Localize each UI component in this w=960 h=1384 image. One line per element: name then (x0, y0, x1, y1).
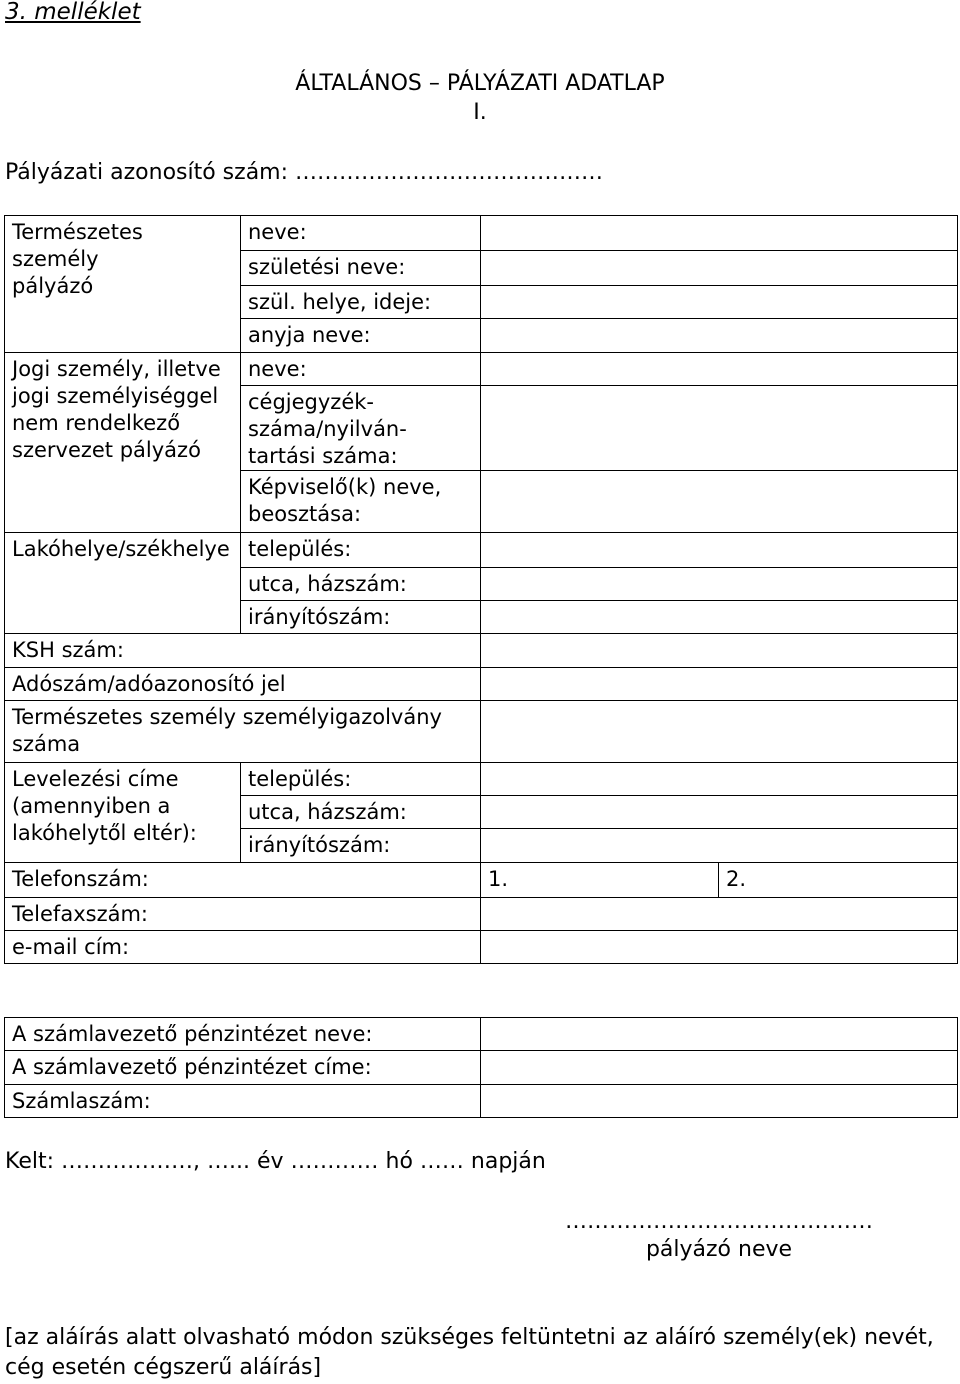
legal-entity-name-label: neve: (241, 353, 481, 386)
applicant-id-line: Pályázati azonosító szám: …………………………………… (5, 160, 604, 185)
residence-postcode-label: irányítószám: (241, 601, 481, 634)
signature-caption: pályázó neve (645, 1237, 793, 1262)
page-title: ÁLTALÁNOS – PÁLYÁZATI ADATLAP (295, 71, 665, 96)
natural-person-birthplace-date-label: szül. helye, ideje: (241, 286, 481, 319)
table-row (5, 1018, 958, 1051)
natural-person-birthplace-date-value-cell (481, 286, 958, 319)
table-row (5, 931, 958, 964)
natural-person-mother-name-label: anyja neve: (241, 319, 481, 353)
account-number-value-cell (481, 1085, 958, 1118)
table-row (5, 1085, 958, 1118)
fax-value-cell (481, 898, 958, 931)
account-number-label: Számlaszám: (5, 1085, 481, 1118)
table-row (5, 763, 958, 796)
page-title-roman-numeral: I. (473, 100, 487, 125)
ksh-number-value-cell (481, 634, 958, 668)
legal-entity-name-value-cell (481, 353, 958, 386)
tax-number-value-cell (481, 668, 958, 701)
table-row (5, 863, 958, 898)
natural-person-mother-name-value-cell (481, 319, 958, 353)
legal-entity-registry-number-value-cell (481, 386, 958, 471)
ksh-number-label: KSH szám: (5, 634, 481, 668)
email-value-cell (481, 931, 958, 964)
mailing-postcode-label: irányítószám: (241, 829, 481, 863)
phone-1-cell: 1. (481, 863, 719, 898)
title-block (0, 69, 960, 127)
table-row (5, 1051, 958, 1085)
table-row (5, 353, 958, 386)
annex-label: 3. melléklet (5, 0, 141, 25)
natural-person-name-label: neve: (241, 216, 481, 251)
table-row (5, 668, 958, 701)
residence-settlement-value-cell (481, 533, 958, 568)
residence-street-value-cell (481, 568, 958, 601)
residence-street-label: utca, házszám: (241, 568, 481, 601)
residence-postcode-value-cell (481, 601, 958, 634)
natural-person-section-label: Természetes személy pályázó (5, 216, 241, 353)
table-row (5, 701, 958, 763)
id-card-number-value-cell (481, 701, 958, 763)
natural-person-birth-name-value-cell (481, 251, 958, 286)
id-card-number-label: Természetes személy személyigazolvány száma (5, 701, 481, 763)
phone-2-cell: 2. (719, 863, 958, 898)
bank-name-label: A számlavezető pénzintézet neve: (5, 1018, 481, 1051)
table-row (5, 634, 958, 668)
fax-label: Telefaxszám: (5, 898, 481, 931)
applicant-data-table (4, 215, 958, 964)
mailing-street-value-cell (481, 796, 958, 829)
tax-number-label: Adószám/adóazonosító jel (5, 668, 481, 701)
signature-line: …………………………………… (565, 1209, 873, 1234)
table-row (5, 898, 958, 931)
bank-address-label: A számlavezető pénzintézet címe: (5, 1051, 481, 1085)
mailing-street-label: utca, házszám: (241, 796, 481, 829)
mailing-settlement-label: település: (241, 763, 481, 796)
legal-entity-registry-number-label: cégjegyzék- száma/nyilván- tartási száma: (241, 386, 481, 471)
email-label: e-mail cím: (5, 931, 481, 964)
legal-entity-representative-value-cell (481, 471, 958, 533)
mailing-address-section-label: Levelezési címe (amennyiben a lakóhelytől eltér): (5, 763, 241, 863)
mailing-settlement-value-cell (481, 763, 958, 796)
residence-settlement-label: település: (241, 533, 481, 568)
mailing-postcode-value-cell (481, 829, 958, 863)
bank-data-table (4, 1017, 958, 1118)
table-row (5, 216, 958, 251)
legal-entity-section-label: Jogi személy, illetve jogi személyiséggel nem rendelkező szervezet pályázó (5, 353, 241, 533)
residence-section-label: Lakóhelye/székhelye (5, 533, 241, 634)
signature-block (560, 1208, 878, 1264)
bank-name-value-cell (481, 1018, 958, 1051)
bank-address-value-cell (481, 1051, 958, 1085)
table-row (5, 533, 958, 568)
phone-label: Telefonszám: (5, 863, 481, 898)
signature-footnote: [az aláírás alatt olvasható módon szükséges feltüntetni az aláíró személy(ek) nevét, cég esetén cégszerű aláírás] (5, 1325, 934, 1380)
natural-person-birth-name-label: születési neve: (241, 251, 481, 286)
date-line: Kelt: ………………, …... év ………… hó …… napján (5, 1149, 546, 1174)
natural-person-name-value-cell (481, 216, 958, 251)
legal-entity-representative-label: Képviselő(k) neve, beosztása: (241, 471, 481, 533)
